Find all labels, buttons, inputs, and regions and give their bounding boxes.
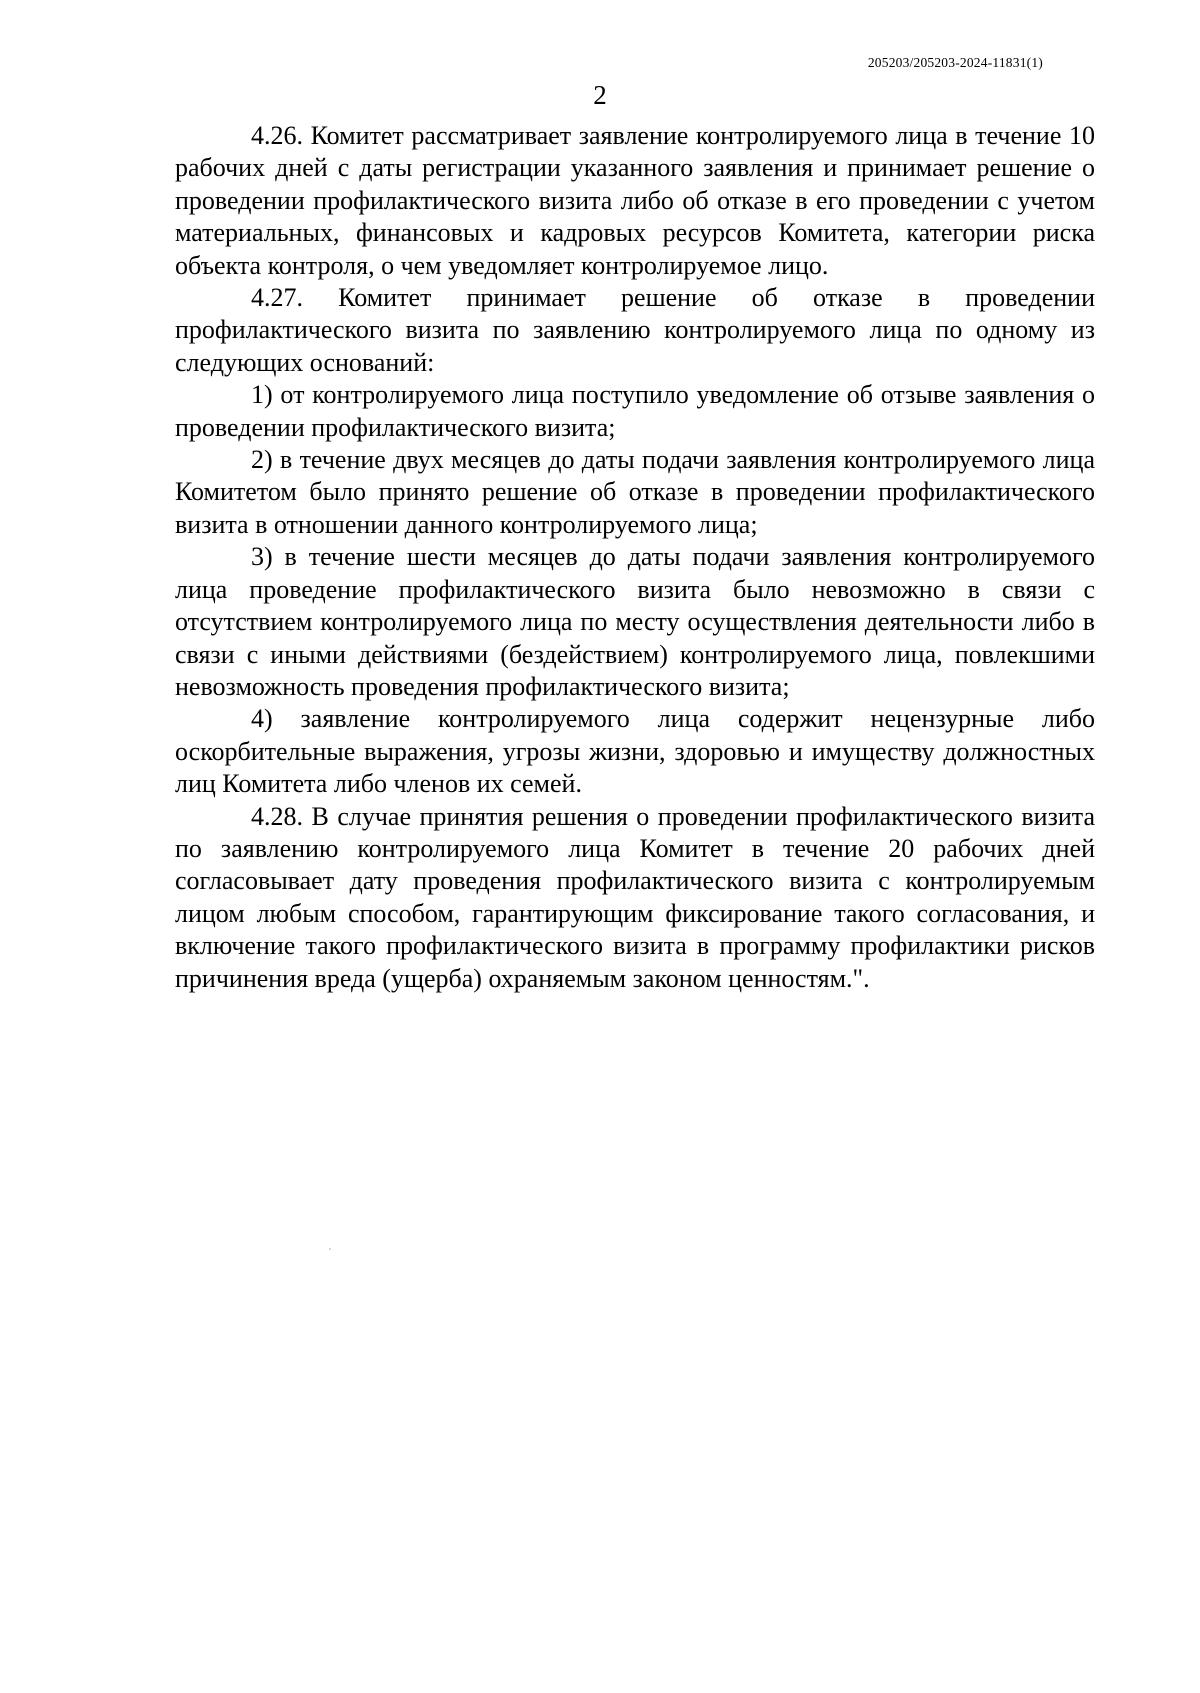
list-item-2: 2) в течение двух месяцев до даты подачи заявления контролируемого лица Комитетом было принято решение об отказе в проведении профилактического визита в отношении данного контролируемого лица; xyxy=(175,445,1095,539)
scan-speck xyxy=(329,1248,331,1250)
paragraph-4-28: 4.28. В случае принятия решения о проведении профилактического визита по заявлению контролируемого лица Комитет в течение 20 рабочих дней согласовывает дату проведения профилактического визита с контролируемым лицом любым способом, гарантирующим фиксирование такого согласования, и включение такого профилактического визита в программу профилактики рисков причинения вреда (ущерба) охраняемым законом ценностям.". xyxy=(175,801,1095,993)
document-registration-number: 205203/205203-2024-11831(1) xyxy=(867,55,1043,70)
list-item-3: 3) в течение шести месяцев до даты подачи заявления контролируемого лица проведение профилактического визита было невозможно в связи с отсутствием контролируемого лица по месту осуществления деятельности либо в связи с иными действиями (бездействием) контролируемого лица, повлекшими невозможность проведения профилактического визита; xyxy=(175,542,1095,701)
list-item-4: 4) заявление контролируемого лица содержит нецензурные либо оскорбительные выражения, угрозы жизни, здоровью и имуществу должностных лиц Комитета либо членов их семей. xyxy=(175,704,1095,799)
paragraph-4-26: 4.26. Комитет рассматривает заявление контролируемого лица в течение 10 рабочих дней с даты регистрации указанного заявления и принимает решение о проведении профилактического визита либо об отказе в его проведении с учетом материальных, финансовых и кадровых ресурсов Комитета, категории риска объекта контроля, о чем уведомляет контролируемое лицо. xyxy=(175,121,1095,280)
list-item-1: 1) от контролируемого лица поступило уведомление об отзыве заявления о проведении профилактического визита; xyxy=(175,380,1095,442)
document-body xyxy=(175,120,1095,995)
page-number: 2 xyxy=(593,80,607,110)
paragraph-4-27: 4.27. Комитет принимает решение об отказе в проведении профилактического визита по заявлению контролируемого лица по одному из следующих оснований: xyxy=(175,283,1095,377)
